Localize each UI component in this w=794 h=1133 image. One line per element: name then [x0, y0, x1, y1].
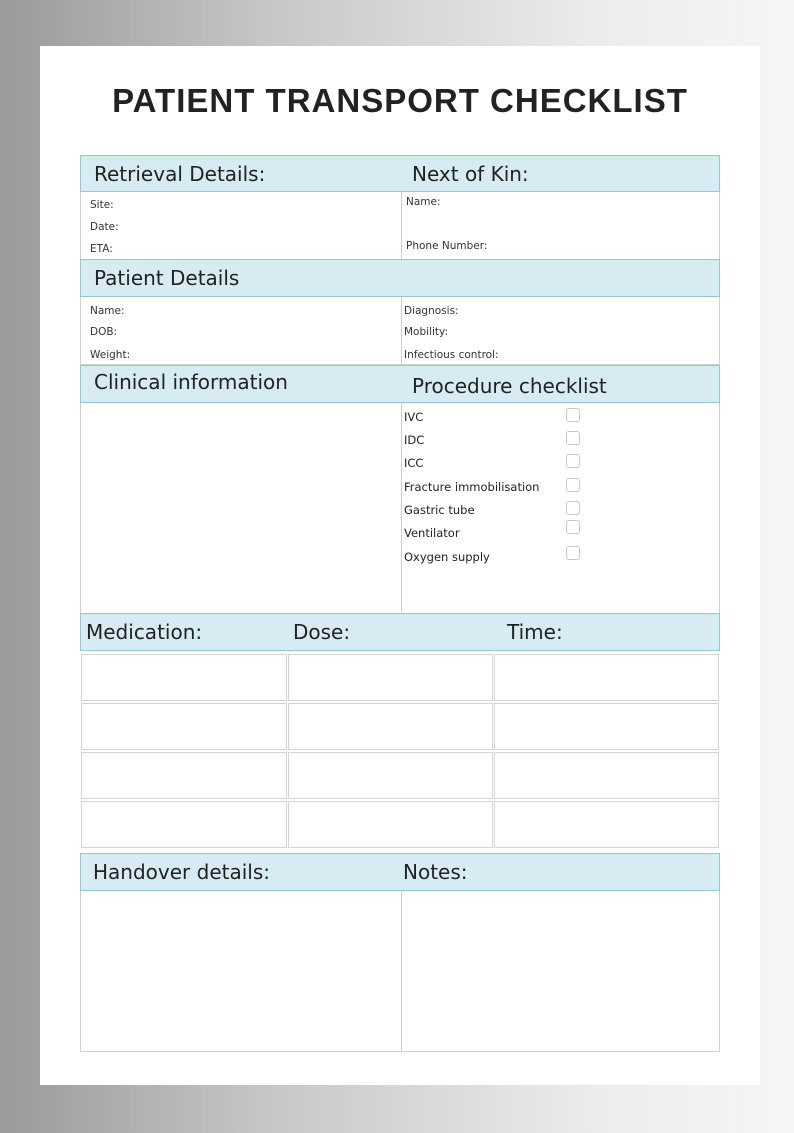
dob-field[interactable]: DOB: — [90, 326, 118, 338]
checkbox-fracture[interactable] — [566, 478, 580, 492]
procedure-item-ivc: IVC — [404, 410, 424, 424]
medication-cell[interactable] — [288, 703, 493, 750]
medication-cell[interactable] — [288, 801, 493, 848]
notes-heading: Notes: — [403, 860, 468, 884]
kin-phone-field[interactable]: Phone Number: — [406, 240, 488, 252]
handover-header — [80, 853, 720, 891]
checkbox-icc[interactable] — [566, 454, 580, 468]
procedure-item-icc: ICC — [404, 456, 424, 470]
checkbox-oxygen[interactable] — [566, 546, 580, 560]
procedure-item-ventilator: Ventilator — [404, 526, 460, 540]
eta-field[interactable]: ETA: — [90, 243, 113, 255]
dose-heading: Dose: — [293, 620, 351, 644]
patient-body — [80, 297, 720, 365]
retrieval-heading: Retrieval Details: — [94, 161, 266, 186]
checkbox-ivc[interactable] — [566, 408, 580, 422]
page-title: PATIENT TRANSPORT CHECKLIST — [112, 82, 688, 119]
handover-heading: Handover details: — [93, 860, 270, 884]
clinical-body[interactable] — [80, 403, 720, 614]
clinical-heading: Clinical information — [94, 370, 288, 395]
diagnosis-field[interactable]: Diagnosis: — [404, 305, 459, 317]
checkbox-ventilator[interactable] — [566, 520, 580, 534]
procedure-item-fracture: Fracture immobilisation — [404, 480, 540, 494]
clinical-header — [80, 365, 720, 403]
handover-body[interactable] — [80, 891, 720, 1052]
medication-cell[interactable] — [494, 703, 719, 750]
patient-heading: Patient Details — [94, 266, 240, 290]
medication-cell[interactable] — [81, 752, 287, 799]
medication-cell[interactable] — [494, 801, 719, 848]
medication-cell[interactable] — [288, 752, 493, 799]
medication-cell[interactable] — [81, 654, 287, 701]
next-of-kin-heading: Next of Kin: — [412, 161, 529, 186]
site-field[interactable]: Site: — [90, 199, 114, 211]
procedure-heading: Procedure checklist — [412, 373, 607, 398]
retrieval-header — [80, 155, 720, 192]
procedure-item-oxygen: Oxygen supply — [404, 550, 490, 564]
medication-cell[interactable] — [81, 703, 287, 750]
checkbox-idc[interactable] — [566, 431, 580, 445]
infectious-control-field[interactable]: Infectious control: — [404, 349, 499, 361]
medication-heading: Medication: — [86, 620, 203, 644]
medication-cell[interactable] — [494, 654, 719, 701]
patient-header — [80, 259, 720, 297]
medication-cell[interactable] — [288, 654, 493, 701]
medication-cell[interactable] — [81, 801, 287, 848]
checkbox-gastric[interactable] — [566, 501, 580, 515]
patient-name-field[interactable]: Name: — [90, 305, 125, 317]
medication-header — [80, 613, 720, 651]
mobility-field[interactable]: Mobility: — [404, 326, 449, 338]
medication-cell[interactable] — [494, 752, 719, 799]
time-heading: Time: — [507, 620, 563, 644]
procedure-item-gastric: Gastric tube — [404, 503, 475, 517]
kin-name-field[interactable]: Name: — [406, 196, 441, 208]
retrieval-body — [80, 192, 720, 260]
weight-field[interactable]: Weight: — [90, 349, 131, 361]
date-field[interactable]: Date: — [90, 221, 119, 233]
procedure-item-idc: IDC — [404, 433, 425, 447]
